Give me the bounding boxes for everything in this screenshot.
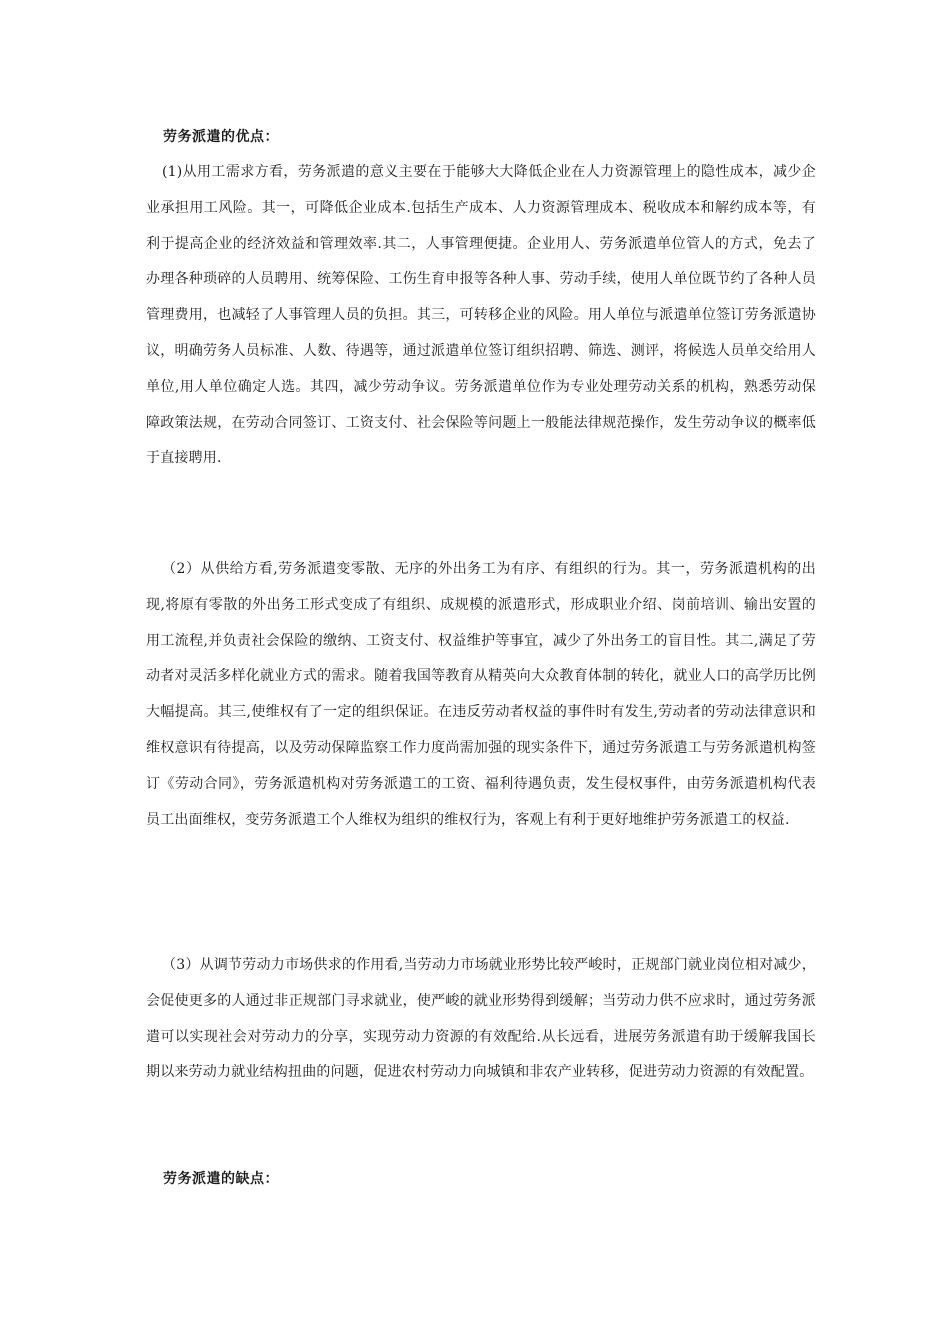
section-heading-disadvantages: 劳务派遣的缺点： xyxy=(163,1171,279,1187)
paragraph-supply-side: （2）从供给方看,劳务派遣变零散、无序的外出务工为有序、有组织的行为。其一，劳务派遣机构的出现,将原有零散的外出务工形式变成了有组织、成规模的派遣形式，形成职业介绍、岗前培训、输出安置的用工流程,并负责社会保险的缴纳、工资支付、权益维护等事宜，减少了外出务工的盲目性。其二,满足了劳动者对灵活多样化就业方式的需求。随着我国等教育从精英向大众教育体制的转化，就业人口的高学历比例大幅提高。其三,使维权有了一定的组织保证。在违反劳动者权益的事件时有发生,劳动者的劳动法律意识和维权意识有待提高，以及劳动保障监察工作力度尚需加强的现实条件下，通过劳务派遣工与劳务派遣机构签订《劳动合同》，劳务派遣机构对劳务派遣工的工资、福利待遇负责，发生侵权事件，由劳务派遣机构代表员工出面维权，变劳务派遣工个人维权为组织的维权行为，客观上有利于更好地维护劳务派遣工的权益. xyxy=(146,561,816,828)
section-heading-advantages: 劳务派遣的优点： xyxy=(163,129,279,145)
paragraph-market-regulation: （3）从调节劳动力市场供求的作用看,当劳动力市场就业形势比较严峻时，正规部门就业岗位相对减少，会促使更多的人通过非正规部门寻求就业，使严峻的就业形势得到缓解；当劳动力供不应求时，通过劳务派遣可以实现社会对劳动力的分享，实现劳动力资源的有效配给.从长远看，进展劳务派遣有助于缓解我国长期以来劳动力就业结构扭曲的问题，促进农村劳动力向城镇和非农产业转移，促进劳动力资源的有效配置。 xyxy=(146,957,816,1081)
paragraph-demand-side: (1)从用工需求方看，劳务派遣的意义主要在于能够大大降低企业在人力资源管理上的隐性成本，减少企业承担用工风险。其一，可降低企业成本.包括生产成本、人力资源管理成本、税收成本和解约成本等，有利于提高企业的经济效益和管理效率.其二，人事管理便捷。企业用人、劳务派遣单位管人的方式，免去了办理各种琐碎的人员聘用、统筹保险、工伤生育申报等各种人事、劳动手续，使用人单位既节约了各种人员管理费用，也减轻了人事管理人员的负担。其三，可转移企业的风险。用人单位与派遣单位签订劳务派遣协议，明确劳务人员标准、人数、待遇等，通过派遣单位签订组织招聘、筛选、测评，将候选人员单交给用人单位,用人单位确定人选。其四，减少劳动争议。劳务派遣单位作为专业处理劳动关系的机构，熟悉劳动保障政策法规，在劳动合同签订、工资支付、社会保险等问题上一般能法律规范操作，发生劳动争议的概率低于直接聘用. xyxy=(146,164,816,467)
